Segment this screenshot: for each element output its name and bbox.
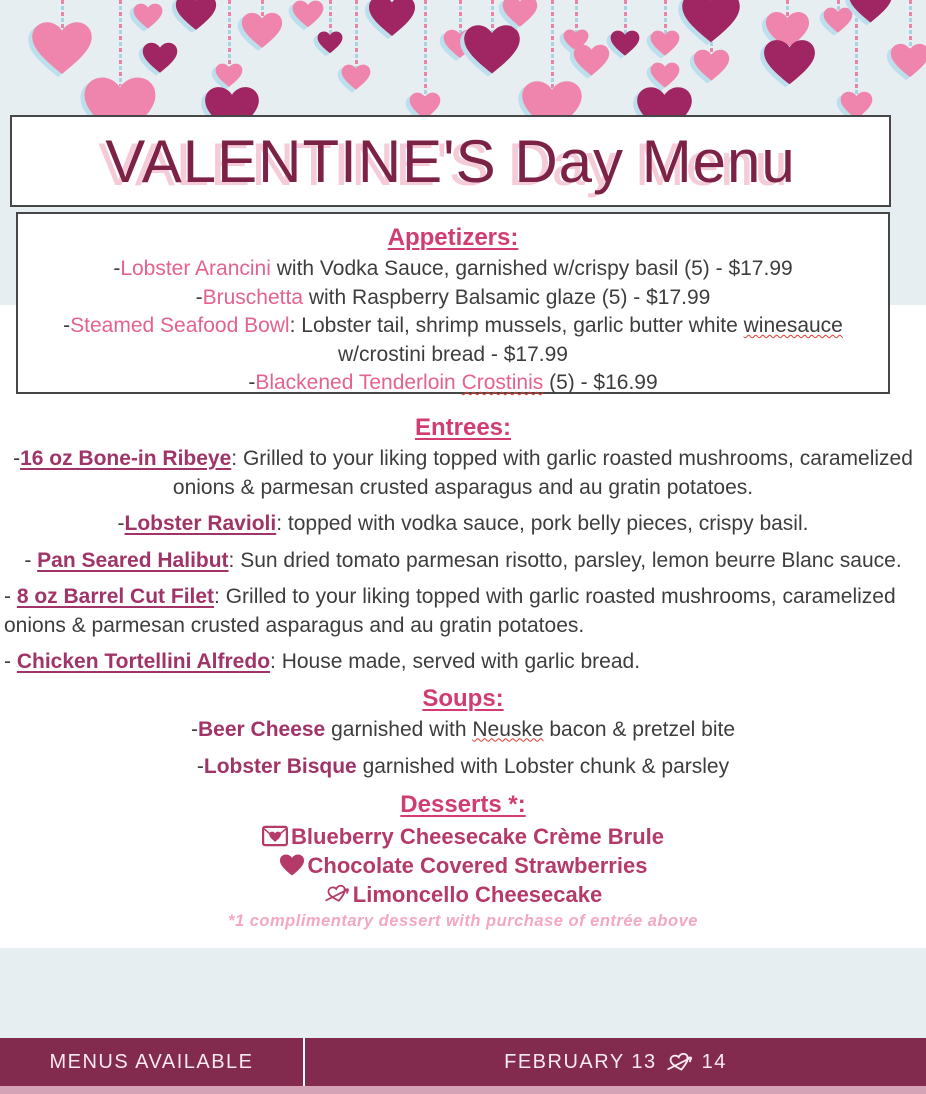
heart-icon — [848, 0, 893, 24]
dessert-item-label: Blueberry Cheesecake Crème Brule — [291, 823, 664, 849]
menu-item-segment: Lobster Ravioli — [124, 512, 277, 535]
footer-left-cell — [0, 1038, 305, 1086]
heart-icon — [292, 0, 324, 28]
footer-right-cell — [305, 1038, 926, 1086]
menu-item-segment: with Raspberry Balsamic glaze (5) - $17.99 — [303, 285, 711, 309]
menu-item-line — [4, 648, 920, 677]
menu-item-segment: : House made, served with garlic bread. — [270, 650, 641, 673]
appetizers-items — [18, 255, 888, 398]
menu-item-segment: - — [117, 512, 125, 535]
heart-icon — [502, 0, 538, 28]
heart-string — [424, 0, 427, 106]
menu-item-segment: w/crostini bread - $17.99 — [338, 342, 568, 366]
menu-item-line — [6, 445, 920, 502]
appetizers-section — [16, 212, 890, 394]
dessert-item-label: Limoncello Cheesecake — [352, 881, 603, 907]
envelope-heart-icon — [262, 825, 288, 847]
heart-icon — [241, 12, 283, 49]
menu-item-segment: winesauce — [743, 314, 843, 337]
menu-item-line — [6, 547, 920, 576]
menu-item-segment: : Grilled to your liking topped with garlic roasted mushrooms, caramelized onions & parmesan crusted asparagus and au gratin potatoes. — [4, 585, 896, 637]
heart-icon — [317, 31, 343, 54]
menu-item-segment: Chicken Tortellini Alfredo — [16, 650, 271, 673]
menu-item-line — [24, 255, 882, 284]
soups-items — [0, 716, 926, 782]
menu-item-segment: bacon & pretzel bite — [543, 717, 735, 741]
menu-item-line — [6, 716, 920, 745]
page-title: VALENTINE'S Day Menu — [105, 127, 796, 195]
heart-icon — [463, 24, 521, 75]
menu-item-line — [24, 369, 882, 398]
menu-item-segment: - — [24, 548, 38, 572]
entrees-heading: Entrees: — [414, 414, 512, 441]
menu-item-segment: - — [195, 285, 203, 309]
menu-item-segment: : Sun dried tomato parmesan risotto, parsley, lemon beurre Blanc sauce. — [228, 548, 902, 572]
menu-item-segment: (5) - $16.99 — [543, 371, 658, 394]
footer-date-suffix: 14 — [701, 1050, 727, 1073]
menu-item-segment: 8 oz Barrel Cut Filet — [16, 585, 215, 608]
dessert-item — [0, 822, 926, 851]
soups-heading: Soups: — [422, 684, 504, 712]
menu-item-line — [6, 753, 920, 782]
menu-item-segment: : topped with vodka sauce, pork belly pieces, crispy basil. — [276, 512, 809, 535]
menu-item-segment: - — [4, 650, 17, 673]
menu-item-segment: - — [191, 717, 198, 741]
heart-icon — [650, 30, 680, 56]
footer-bar — [0, 1038, 926, 1086]
menu-item-segment: - — [248, 371, 256, 394]
dessert-item — [0, 851, 926, 880]
appetizers-heading: Appetizers: — [387, 224, 519, 251]
menu-item-segment: Beer Cheese — [198, 717, 326, 741]
menu-item-segment: - — [4, 585, 17, 608]
menu-item-line — [24, 284, 882, 313]
menu-item-line — [4, 583, 920, 640]
menu-item-segment: : Lobster tail, shrimp mussels, garlic butter white — [289, 314, 744, 337]
heart-icon — [341, 64, 371, 90]
heart-icon — [763, 39, 816, 85]
menu-item-segment: - — [113, 257, 121, 280]
heart-icon — [681, 0, 741, 43]
menus-available-label: MENUS AVAILABLE — [49, 1050, 254, 1073]
menu-item-segment: - — [63, 314, 71, 337]
heart-icon — [175, 0, 217, 30]
heart-icon — [142, 42, 178, 74]
heart-icon — [890, 43, 926, 78]
menu-item-segment: Steamed Seafood Bowl — [70, 314, 290, 337]
menu-item-segment: - — [13, 447, 21, 470]
footer-accent-strip — [0, 1086, 926, 1094]
menu-item-segment: Bruschetta — [202, 285, 304, 309]
menu-item-segment: garnished with Lobster chunk & parsley — [356, 755, 730, 778]
menu-item-segment: - — [196, 755, 204, 778]
menu-item-segment: : Grilled to your liking topped with garlic roasted mushrooms, caramelized onions & parmesan crusted asparagus and au gratin potatoes. — [172, 447, 913, 499]
menu-item-segment: 16 oz Bone-in Ribeye — [20, 447, 232, 470]
bottom-blue-band — [0, 948, 926, 1038]
heart-arrow-icon — [666, 1051, 693, 1074]
menu-item-segment: Blackened Tenderloin — [255, 371, 462, 394]
heart-icon — [650, 62, 680, 88]
footer-date-prefix: FEBRUARY 13 — [504, 1050, 657, 1073]
entrees-section — [0, 414, 926, 677]
title-box — [10, 115, 891, 207]
heart-icon — [573, 44, 610, 76]
dessert-item-label: Chocolate Covered Strawberries — [307, 852, 648, 878]
desserts-heading: Desserts *: — [400, 790, 526, 818]
heart-icon — [693, 49, 730, 81]
menu-item-segment: with Vodka Sauce, garnished w/crispy basil (5) - $17.99 — [270, 257, 793, 280]
entrees-items — [0, 445, 926, 677]
menu-item-segment: Pan Seared Halibut — [37, 548, 229, 572]
desserts-section — [0, 791, 926, 931]
menu-body — [0, 410, 926, 931]
menu-item-line — [6, 510, 920, 539]
desserts-items — [0, 822, 926, 909]
heart-icon — [368, 0, 416, 37]
menu-item-segment: Lobster Bisque — [203, 755, 357, 778]
menu-item-segment: Lobster Arancini — [120, 257, 271, 280]
menu-item-segment: Crostinis — [461, 371, 544, 394]
heart-icon — [31, 21, 93, 75]
heart-icon — [133, 3, 163, 29]
dessert-item — [0, 880, 926, 909]
heart-arrow-icon — [324, 883, 350, 905]
heart-icon — [279, 854, 305, 876]
soups-section — [0, 685, 926, 782]
menu-item-segment: garnished with — [325, 717, 473, 741]
desserts-footnote: *1 complimentary dessert with purchase of entrée above — [228, 911, 698, 930]
heart-icon — [215, 63, 243, 88]
menu-item-segment: Neuske — [472, 717, 544, 741]
heart-icon — [610, 30, 640, 56]
menu-item-line — [24, 312, 882, 369]
